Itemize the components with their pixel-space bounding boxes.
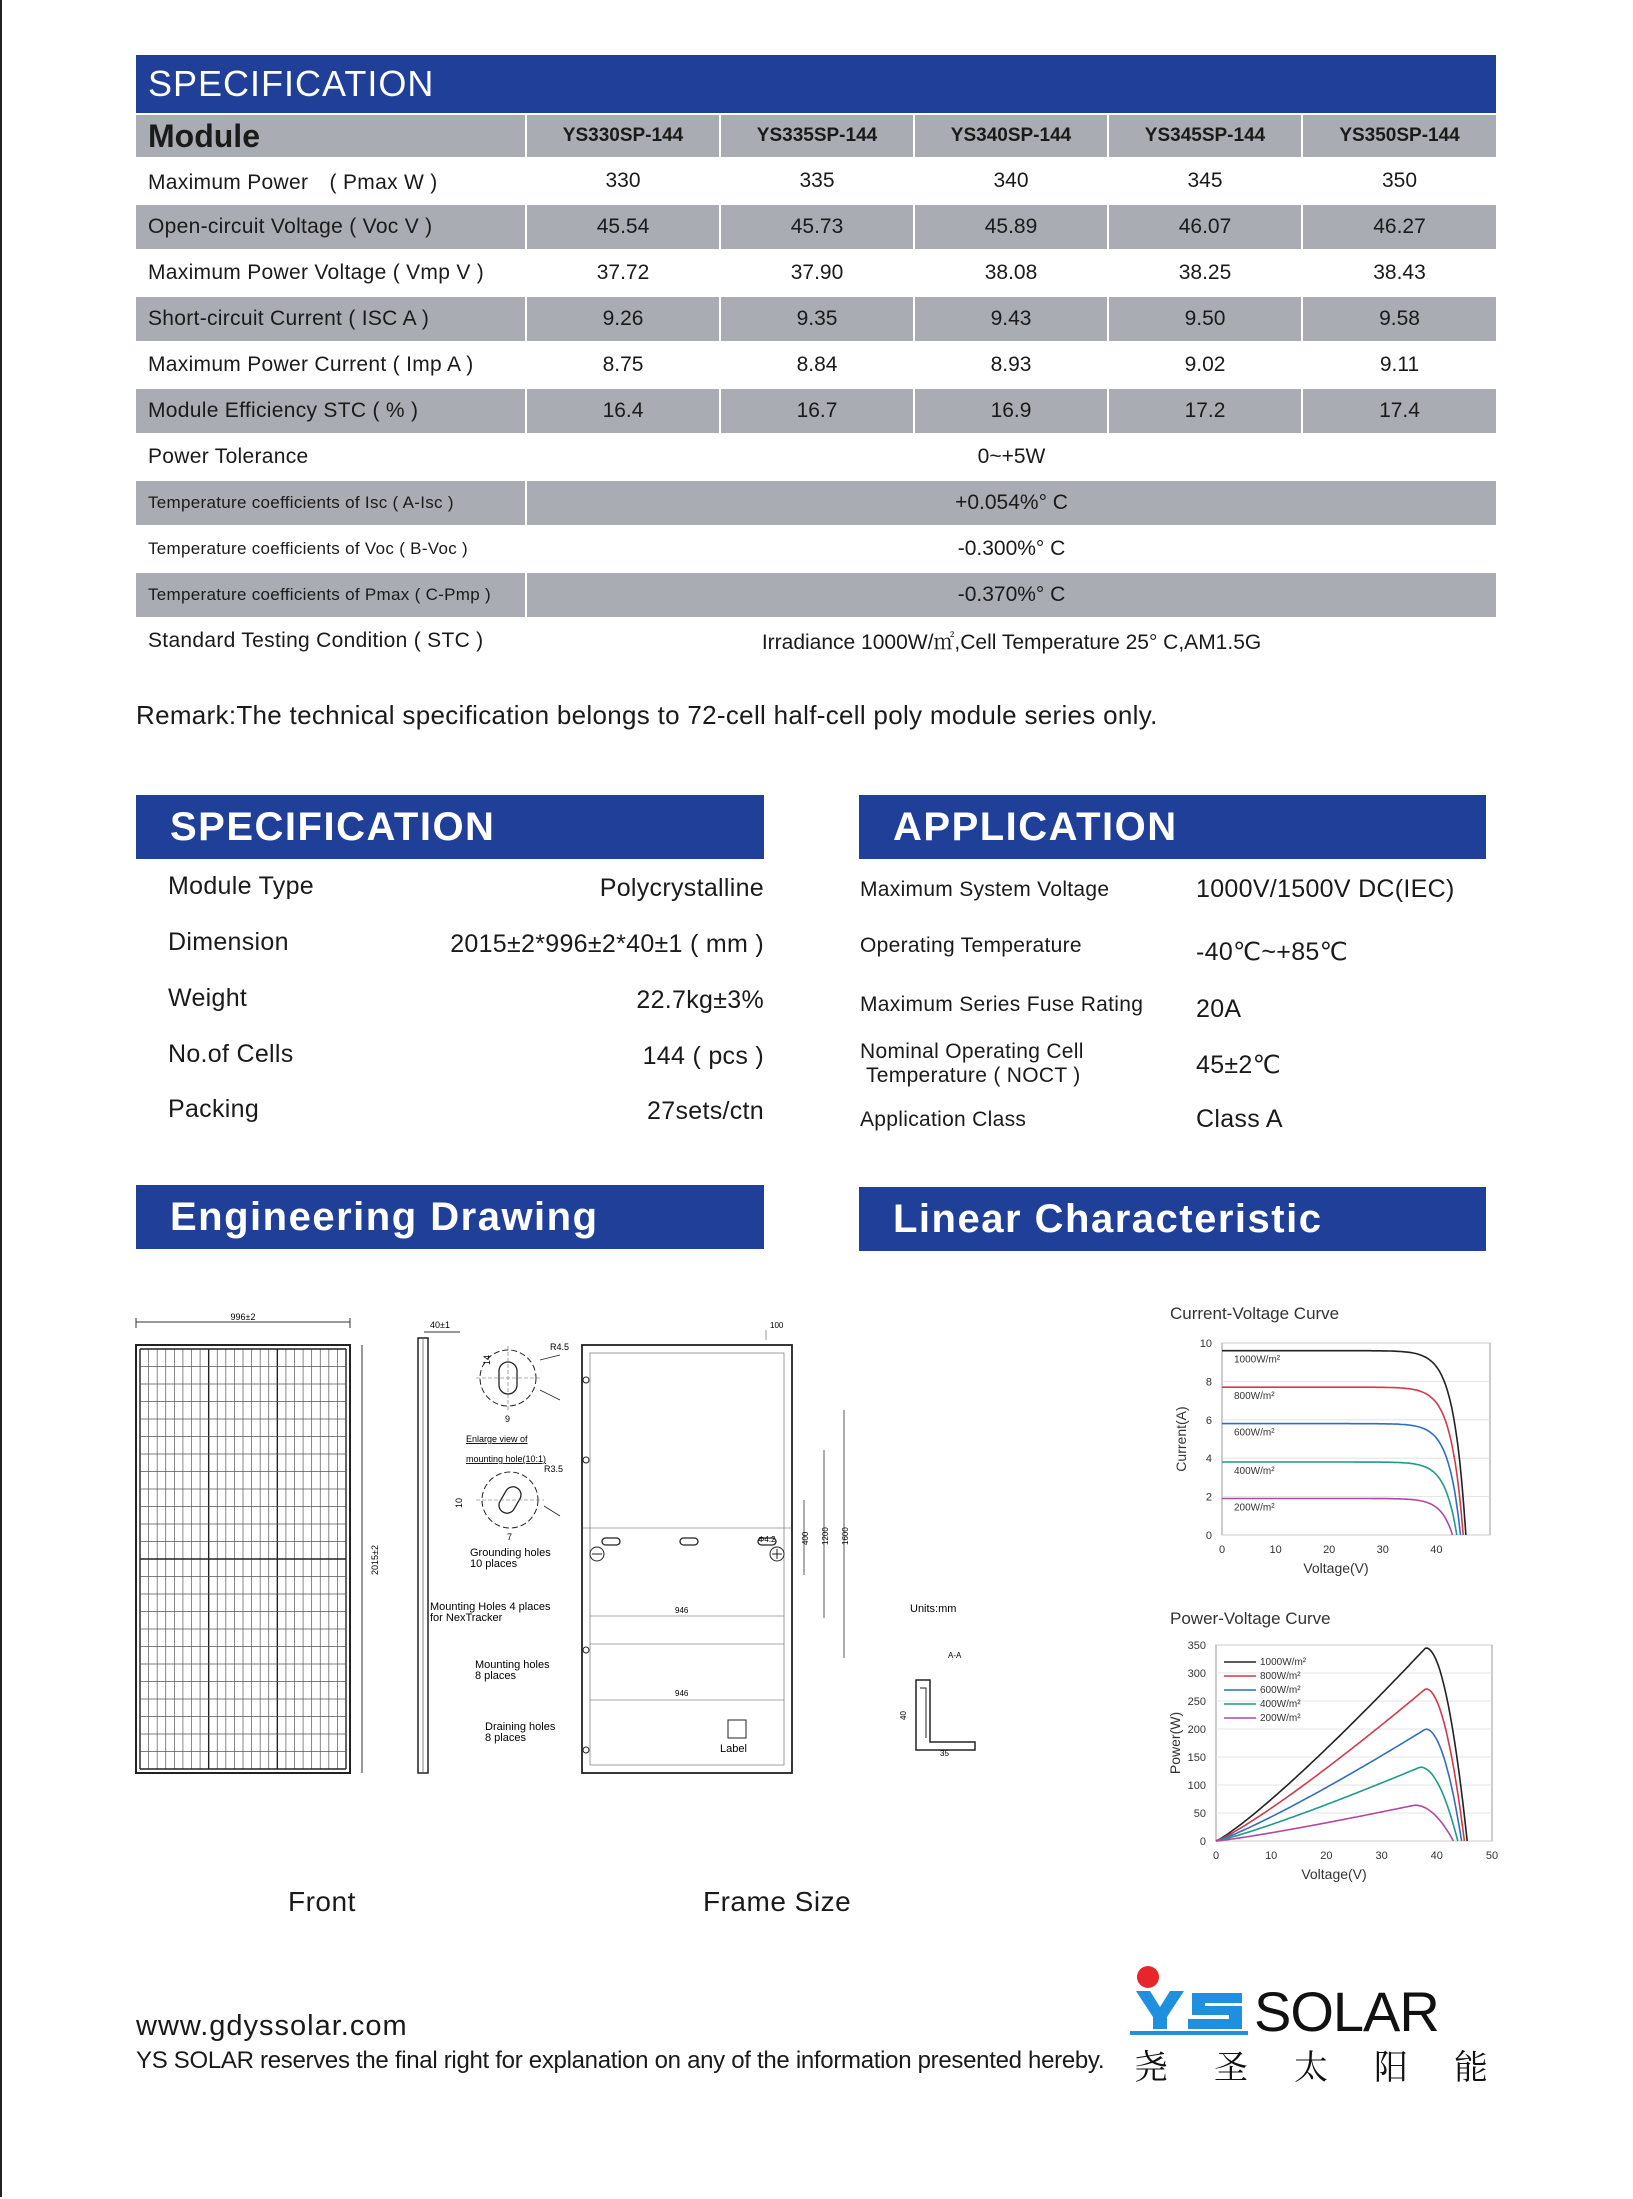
height-dimension-label: 2015±2 <box>370 1545 380 1575</box>
app-item-value: 20A <box>1196 995 1242 1023</box>
remark-text: Remark:The technical specification belongs to 72-cell half-cell poly module series only. <box>136 700 1158 730</box>
section-aa-label: A-A <box>948 1651 962 1660</box>
spec-row-value: 9.58 <box>1302 296 1496 342</box>
spec-row-value: 9.35 <box>720 296 914 342</box>
spec-row-value: 340 <box>914 158 1108 204</box>
spec-row-label: Module Efficiency STC ( % ) <box>136 388 526 434</box>
phi42-label: Φ4.2 <box>758 1535 776 1544</box>
y-tick-label: 0 <box>1199 1836 1206 1848</box>
model-header: YS330SP-144 <box>526 114 720 158</box>
enlarge-view-label: Enlarge view of <box>466 1434 528 1444</box>
side-view <box>418 1320 460 1773</box>
spec-row-value: 37.90 <box>720 250 914 296</box>
spec-row <box>136 342 1496 388</box>
back-frame-view <box>582 1321 850 1773</box>
dim100-label: 100 <box>770 1321 784 1330</box>
spec-span-value: -0.300%° C <box>526 526 1496 572</box>
spec-span-value: +0.054%° C <box>526 480 1496 526</box>
spec-span-label: Standard Testing Condition ( STC ) <box>136 618 526 664</box>
spec-item-value: 22.7kg±3% <box>636 986 764 1014</box>
legend-label: 600W/m² <box>1260 1685 1301 1696</box>
app-item-label <box>860 878 1109 902</box>
spec-item-label: No.of Cells <box>168 1040 294 1068</box>
chart-title: Current-Voltage Curve <box>1170 1304 1340 1323</box>
spec-row-value: 38.43 <box>1302 250 1496 296</box>
spec-span-label: Temperature coefficients of Isc ( A-Isc ) <box>136 480 526 526</box>
app-item-label-line: Operating Temperature <box>860 934 1082 957</box>
x-tick-label: 10 <box>1265 1850 1278 1862</box>
spec-row-value: 9.50 <box>1108 296 1302 342</box>
x-axis-label: Voltage(V) <box>1303 1560 1369 1576</box>
spec-row-label: Open-circuit Voltage ( Voc V ) <box>136 204 526 250</box>
y-tick-label: 250 <box>1187 1696 1206 1708</box>
x-tick-label: 30 <box>1376 1544 1389 1556</box>
dim1200-label: 1200 <box>821 1527 830 1545</box>
nextracker-holes-label: Mounting Holes 4 places <box>430 1601 551 1613</box>
logo-chinese-name <box>1134 2049 1488 2085</box>
linear-characteristic-title: Linear Characteristic <box>859 1187 1486 1251</box>
grounding-hole-detail <box>454 1464 563 1542</box>
x-tick-label: 20 <box>1323 1544 1336 1556</box>
spec-row-value: 37.72 <box>526 250 720 296</box>
dim40-label: 40 <box>899 1711 908 1720</box>
y-tick-label: 50 <box>1193 1808 1206 1820</box>
logo-chinese-char: 尧 <box>1134 2049 1168 2085</box>
spec-row-value: 330 <box>526 158 720 204</box>
model-header: YS350SP-144 <box>1302 114 1496 158</box>
units-label: Units:mm <box>910 1603 957 1615</box>
spec-row-value: 9.02 <box>1108 342 1302 388</box>
spec-table <box>136 55 1496 665</box>
grounding-holes-label: Grounding holes <box>470 1547 551 1559</box>
y-tick-label: 300 <box>1187 1668 1206 1680</box>
spec-row <box>136 296 1496 342</box>
spec-span-row <box>136 526 1496 572</box>
spec-row-value: 16.4 <box>526 388 720 434</box>
x-tick-label: 30 <box>1375 1850 1388 1862</box>
spec-span-value: -0.370%° C <box>526 572 1496 618</box>
spec-item-value: 144 ( pcs ) <box>642 1042 764 1070</box>
enlarge-view-scale-label: mounting hole(10:1) <box>466 1454 547 1464</box>
x-tick-label: 20 <box>1320 1850 1333 1862</box>
spec-item-label: Module Type <box>168 872 314 900</box>
specification-title: SPECIFICATION <box>136 795 764 859</box>
dim946-upper: 946 <box>675 1606 689 1615</box>
logo-chinese-char: 圣 <box>1214 2049 1248 2085</box>
spec-row-value: 16.9 <box>914 388 1108 434</box>
chart-title: Power-Voltage Curve <box>1170 1609 1331 1628</box>
spec-span-label: Power Tolerance <box>136 434 526 480</box>
spec-row <box>136 204 1496 250</box>
app-item-label <box>860 1040 1084 1088</box>
ys-solar-logo <box>1130 1955 1495 2085</box>
linear-characteristic-charts <box>1150 1295 1510 1915</box>
y-tick-label: 350 <box>1187 1640 1206 1652</box>
logo-wordmark: SOLAR <box>1254 1980 1439 2043</box>
spec-row-value: 345 <box>1108 158 1302 204</box>
frame-profile-section <box>899 1603 975 1758</box>
app-item-label <box>860 1108 1026 1132</box>
app-item-value: 45±2℃ <box>1196 1051 1282 1079</box>
app-item-label-line: Application Class <box>860 1108 1027 1131</box>
spec-row-value: 9.26 <box>526 296 720 342</box>
logo-chinese-char: 太 <box>1294 2049 1328 2085</box>
y-tick-label: 0 <box>1205 1530 1212 1542</box>
mounting-holes-label: Mounting holes <box>475 1659 550 1671</box>
dim7-label: 7 <box>507 1532 513 1542</box>
spec-row-label: Maximum Power Voltage ( Vmp V ) <box>136 250 526 296</box>
logo-chinese-char: 能 <box>1454 2049 1488 2085</box>
spec-row-value: 38.25 <box>1108 250 1302 296</box>
width-dimension-label: 996±2 <box>230 1312 256 1322</box>
r35-label: R3.5 <box>544 1464 564 1474</box>
draining-holes-label: Draining holes <box>485 1721 556 1733</box>
spec-row-value: 45.54 <box>526 204 720 250</box>
spec-row-value: 17.4 <box>1302 388 1496 434</box>
x-tick-label: 0 <box>1218 1544 1226 1556</box>
app-item-label <box>860 934 1082 958</box>
engineering-drawing <box>130 1310 990 1790</box>
spec-item-value: 2015±2*996±2*40±1 ( mm ) <box>450 930 764 958</box>
spec-row-value: 45.73 <box>720 204 914 250</box>
spec-row-value: 45.89 <box>914 204 1108 250</box>
application-title: APPLICATION <box>859 795 1486 859</box>
spec-row <box>136 158 1496 204</box>
y-axis-label: Power(W) <box>1167 1711 1183 1775</box>
app-item-label-line2: Temperature ( NOCT ) <box>866 1064 1081 1087</box>
dim10-label: 10 <box>454 1497 464 1508</box>
spec-row-value: 350 <box>1302 158 1496 204</box>
module-header: Module <box>136 114 526 158</box>
spec-item-value: Polycrystalline <box>599 874 764 902</box>
spec-span-label: Temperature coefficients of Pmax ( C-Pmp ) <box>136 572 526 618</box>
spec-row-value: 17.2 <box>1108 388 1302 434</box>
x-tick-label: 50 <box>1485 1850 1499 1862</box>
legend-label: 1000W/m² <box>1260 1657 1307 1668</box>
mounting-hole-detail <box>466 1342 569 1464</box>
series-label: 600W/m² <box>1234 1427 1275 1439</box>
y-tick-label: 10 <box>1199 1338 1212 1350</box>
label-box-text: Label <box>720 1743 747 1755</box>
spec-span-row <box>136 618 1496 664</box>
series-label: 400W/m² <box>1234 1466 1275 1478</box>
website-url[interactable]: www.gdyssolar.com <box>136 2010 408 2042</box>
dim14-label: 14 <box>482 1354 492 1365</box>
dim1600-label: 1600 <box>841 1527 850 1545</box>
legend-label: 800W/m² <box>1260 1671 1301 1682</box>
y-tick-label: 4 <box>1205 1453 1212 1466</box>
spec-row-value: 38.08 <box>914 250 1108 296</box>
app-item-value: Class A <box>1196 1105 1283 1133</box>
logo-chinese-char: 阳 <box>1374 2049 1408 2085</box>
legend-label: 400W/m² <box>1260 1699 1301 1710</box>
spec-row-value: 9.43 <box>914 296 1108 342</box>
x-tick-label: 10 <box>1269 1544 1282 1556</box>
y-tick-label: 200 <box>1187 1724 1206 1736</box>
spec-row-value: 9.11 <box>1302 342 1496 388</box>
dim946-lower: 946 <box>675 1689 689 1698</box>
y-tick-label: 6 <box>1205 1414 1212 1427</box>
draining-holes-count: 8 places <box>485 1732 526 1744</box>
spec-table-title: SPECIFICATION <box>136 55 1496 114</box>
spec-item-label: Weight <box>168 984 248 1012</box>
spec-span-value: 0~+5W <box>526 434 1496 480</box>
model-header: YS335SP-144 <box>720 114 914 158</box>
spec-row-value: 46.27 <box>1302 204 1496 250</box>
x-tick-label: 0 <box>1212 1850 1220 1862</box>
mounting-holes-count: 8 places <box>475 1670 516 1682</box>
spec-row-value: 46.07 <box>1108 204 1302 250</box>
spec-row-value: 8.93 <box>914 342 1108 388</box>
model-header: YS340SP-144 <box>914 114 1108 158</box>
spec-row-value: 8.75 <box>526 342 720 388</box>
r45-label: R4.5 <box>550 1342 570 1352</box>
dim9-label: 9 <box>505 1414 511 1424</box>
dim35-label: 35 <box>940 1749 949 1758</box>
spec-span-row <box>136 480 1496 526</box>
spec-item-value: 27sets/ctn <box>647 1097 764 1125</box>
y-axis-label: Current(A) <box>1173 1406 1189 1472</box>
x-tick-label: 40 <box>1430 1544 1443 1556</box>
y-tick-label: 150 <box>1187 1752 1206 1764</box>
spec-row-value: 8.84 <box>720 342 914 388</box>
series-label: 800W/m² <box>1234 1391 1275 1403</box>
spec-span-row <box>136 572 1496 618</box>
disclaimer-text: YS SOLAR reserves the final right for explanation on any of the information presented hereby. <box>136 2047 1105 2074</box>
x-tick-label: 40 <box>1430 1850 1443 1862</box>
dim400-label: 400 <box>801 1531 810 1545</box>
spec-row-value: 335 <box>720 158 914 204</box>
spec-row <box>136 250 1496 296</box>
model-header: YS345SP-144 <box>1108 114 1302 158</box>
y-tick-label: 2 <box>1205 1491 1212 1504</box>
nextracker-holes-sub: for NexTracker <box>430 1612 503 1624</box>
y-tick-label: 8 <box>1205 1376 1212 1389</box>
spec-row-label: Maximum Power ( Pmax W ) <box>136 158 526 204</box>
app-item-label-line: Nominal Operating Cell <box>860 1040 1084 1063</box>
side-dimension-label: 40±1 <box>430 1320 450 1330</box>
app-item-label <box>860 993 1143 1017</box>
spec-span-row <box>136 434 1496 480</box>
app-item-label-line: Maximum Series Fuse Rating <box>860 993 1144 1016</box>
spec-row <box>136 388 1496 434</box>
front-view-panel <box>136 1312 380 1773</box>
front-caption: Front <box>288 1886 356 1917</box>
series-label: 1000W/m² <box>1234 1354 1281 1366</box>
spec-row-label: Short-circuit Current ( ISC A ) <box>136 296 526 342</box>
app-item-label-line: Maximum System Voltage <box>860 878 1110 901</box>
grounding-holes-count: 10 places <box>470 1558 518 1570</box>
series-label: 200W/m² <box>1234 1502 1275 1514</box>
app-item-value: -40℃~+85℃ <box>1196 938 1348 966</box>
spec-span-value: Irradiance 1000W/㎡,Cell Temperature 25° C,AM1.5G <box>526 618 1496 664</box>
spec-item-label: Packing <box>168 1095 260 1123</box>
spec-row-value: 16.7 <box>720 388 914 434</box>
app-item-value: 1000V/1500V DC(IEC) <box>1196 875 1455 903</box>
x-axis-label: Voltage(V) <box>1301 1866 1367 1882</box>
spec-item-label: Dimension <box>168 928 289 956</box>
ys-mark <box>1130 1966 1248 2035</box>
legend-label: 200W/m² <box>1260 1713 1301 1724</box>
y-tick-label: 100 <box>1187 1780 1206 1792</box>
frame-size-caption: Frame Size <box>703 1886 852 1917</box>
spec-row-label: Maximum Power Current ( Imp A ) <box>136 342 526 388</box>
engineering-drawing-title: Engineering Drawing <box>136 1185 764 1249</box>
spec-span-label: Temperature coefficients of Voc ( B-Voc ) <box>136 526 526 572</box>
